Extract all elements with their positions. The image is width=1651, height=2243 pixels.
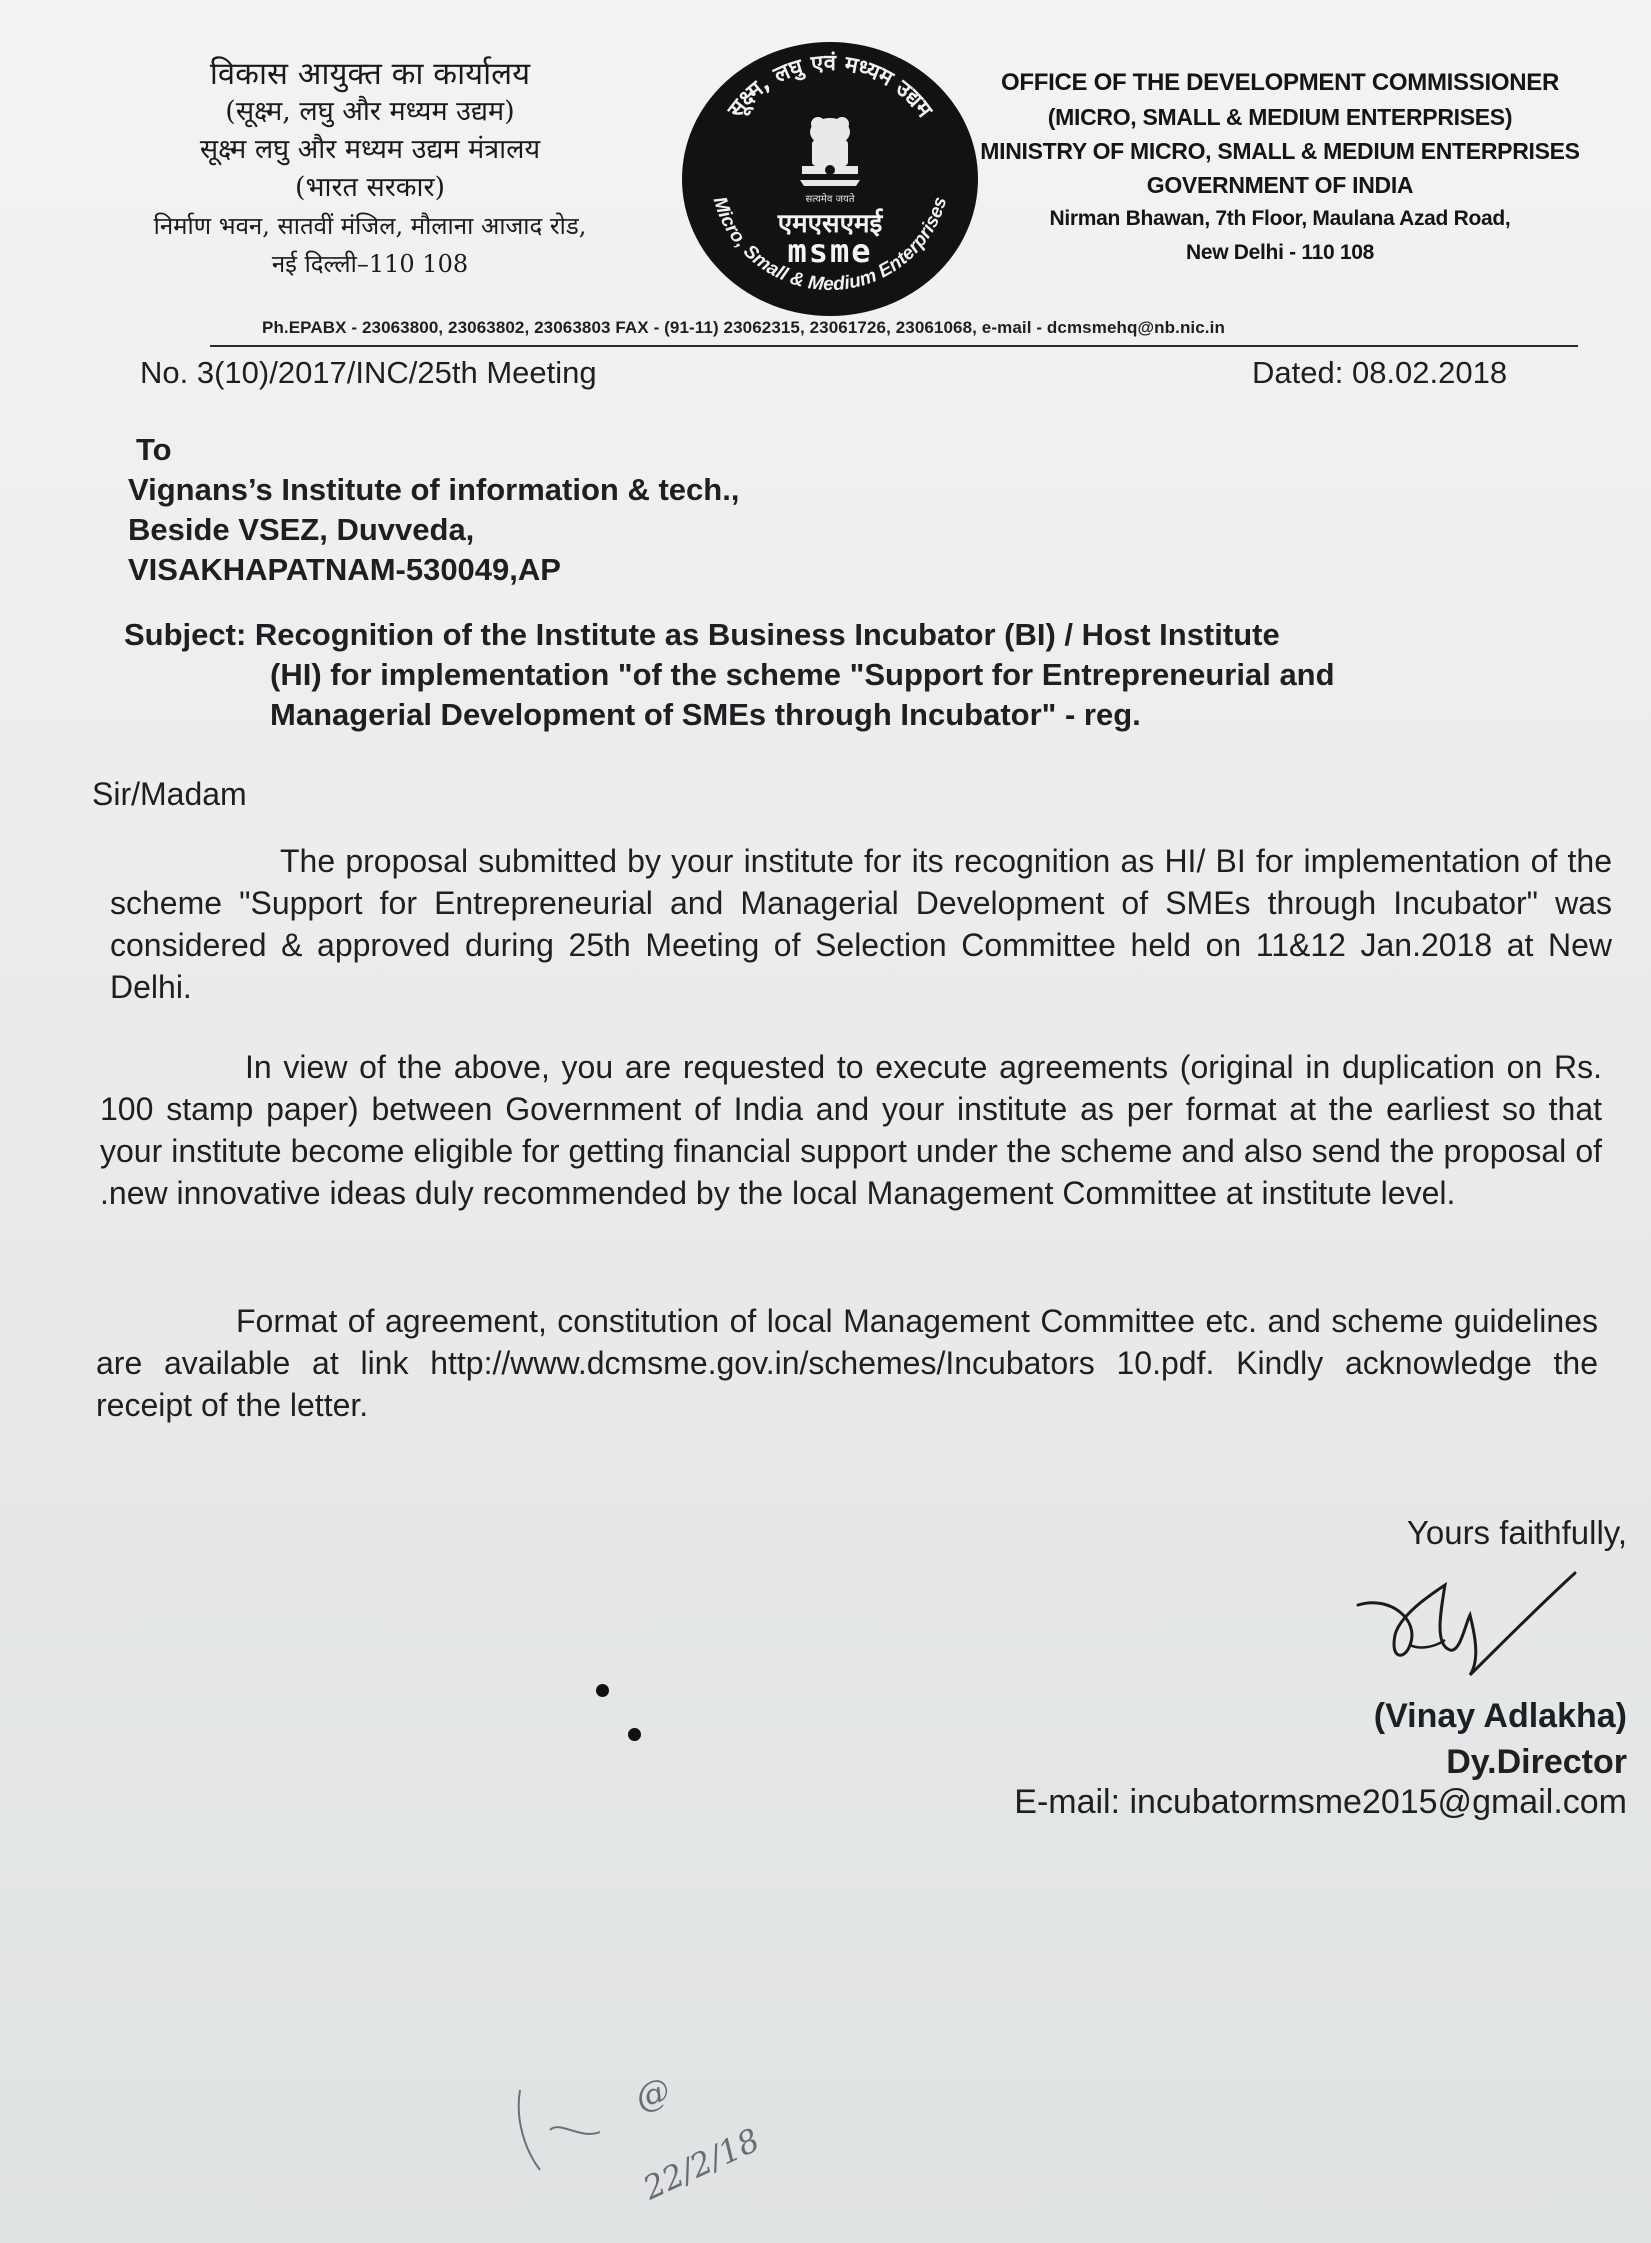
address-line-2: Beside VSEZ, Duvveda, (128, 512, 475, 547)
signatory-name: (Vinay Adlakha) (1373, 1697, 1627, 1735)
emblem-acronym: msme (787, 232, 873, 270)
hindi-line-2: (सूक्ष्म, लघु और मध्यम उद्यम) (225, 96, 515, 127)
paragraph-1-text: The proposal submitted by your institute for its recognition as HI/ BI for implementation of the scheme "Support for Entrepreneurial and Managerial Development of SMEs through Incubator" was considered & approved during 25th Meeting of Selection Committee held on 11&12 Jan.2018 at New Delhi. (110, 843, 1612, 1005)
emblem-motto: सत्यमेव जयते (805, 194, 855, 205)
msme-emblem-logo (680, 40, 980, 318)
address-line-3: VISAKHAPATNAM-530049,AP (128, 552, 561, 587)
hindi-line-6: नई दिल्ली–110 108 (271, 250, 469, 278)
reference-number: No. 3(10)/2017/INC/25th Meeting (140, 355, 597, 390)
paragraph-3-text: Format of agreement, constitution of local Management Committee etc. and scheme guidelines are available at link http://www.dcmsme.gov.in/schemes/Incubators 10.pdf. Kindly acknowledge the receipt of the letter. (96, 1303, 1598, 1423)
subject-block (124, 615, 1544, 735)
letter-date: Dated: 08.02.2018 (1252, 355, 1508, 390)
subject-line-2: (HI) for implementation "of the scheme "Support for Entrepreneurial and (270, 657, 1335, 692)
signature-image (1350, 1565, 1580, 1685)
recipient-address (128, 430, 739, 590)
english-line-3: MINISTRY OF MICRO, SMALL & MEDIUM ENTERPRISES (980, 138, 1580, 164)
handwritten-date: 22/2/18 (637, 2120, 766, 2208)
emblem-top-text: सूक्ष्म, लघु एवं मध्यम उद्यम (723, 51, 937, 123)
subject-line-3: Managerial Development of SMEs through Incubator" - reg. (270, 697, 1141, 732)
emblem-ring-text: Micro, Small & Medium Enterprises (708, 194, 952, 296)
handwritten-note (500, 2070, 840, 2230)
stray-dot (628, 1728, 641, 1741)
letterhead-english (975, 66, 1585, 270)
closing-block (1407, 1514, 1627, 1552)
signatory-email: E-mail: incubatormsme2015@gmail.com (1014, 1783, 1627, 1821)
english-line-5: Nirman Bhawan, 7th Floor, Maulana Azad Road, (1049, 207, 1511, 230)
to-label: To (136, 432, 172, 467)
svg-text:@: @ (630, 2070, 676, 2119)
body-paragraph-3 (96, 1300, 1598, 1426)
body-paragraph-1 (110, 840, 1612, 1008)
stray-dot (596, 1684, 609, 1697)
subject-line-1: Recognition of the Institute as Business Incubator (BI) / Host Institute (254, 617, 1280, 652)
hindi-line-1: विकास आयुक्त का कार्यालय (209, 56, 531, 92)
signatory-block (1374, 1693, 1627, 1785)
hindi-line-4: (भारत सरकार) (294, 172, 446, 203)
english-line-4: GOVERNMENT OF INDIA (1146, 172, 1414, 198)
salutation: Sir/Madam (92, 776, 247, 812)
english-line-6: New Delhi - 110 108 (1185, 241, 1375, 264)
emblem-hindi-acronym: एमएसएमई (777, 209, 883, 239)
signatory-title: Dy.Director (1446, 1743, 1627, 1781)
closing-text: Yours faithfully, (1406, 1514, 1627, 1551)
letterhead-hindi (90, 55, 650, 283)
english-line-1: OFFICE OF THE DEVELOPMENT COMMISSIONER (1001, 69, 1559, 96)
paragraph-2-text: In view of the above, you are requested to execute agreements (original in duplication on Rs. 100 stamp paper) between Government of India and your institute as per format at the earliest so that your institute become eligible for getting financial support under the scheme and also send the proposal of .new innovative ideas duly recommended by the local Management Committee at institute level. (100, 1049, 1602, 1211)
body-paragraph-2 (100, 1046, 1602, 1214)
letterhead-contact: Ph.EPABX - 23063800, 23063802, 23063803 FAX - (91-11) 23062315, 23061726, 23061068, e-mail - dcmsmehq@nb.nic.in (262, 318, 1225, 337)
subject-label: Subject: (124, 617, 247, 652)
hindi-line-5: निर्माण भवन, सातवीं मंजिल, मौलाना आजाद रोड, (153, 212, 587, 240)
english-line-2: (MICRO, SMALL & MEDIUM ENTERPRISES) (1047, 104, 1513, 130)
header-divider (210, 345, 1578, 347)
address-line-1: Vignans’s Institute of information & tech., (128, 472, 740, 507)
hindi-line-3: सूक्ष्म लघु और मध्यम उद्यम मंत्रालय (199, 134, 541, 165)
